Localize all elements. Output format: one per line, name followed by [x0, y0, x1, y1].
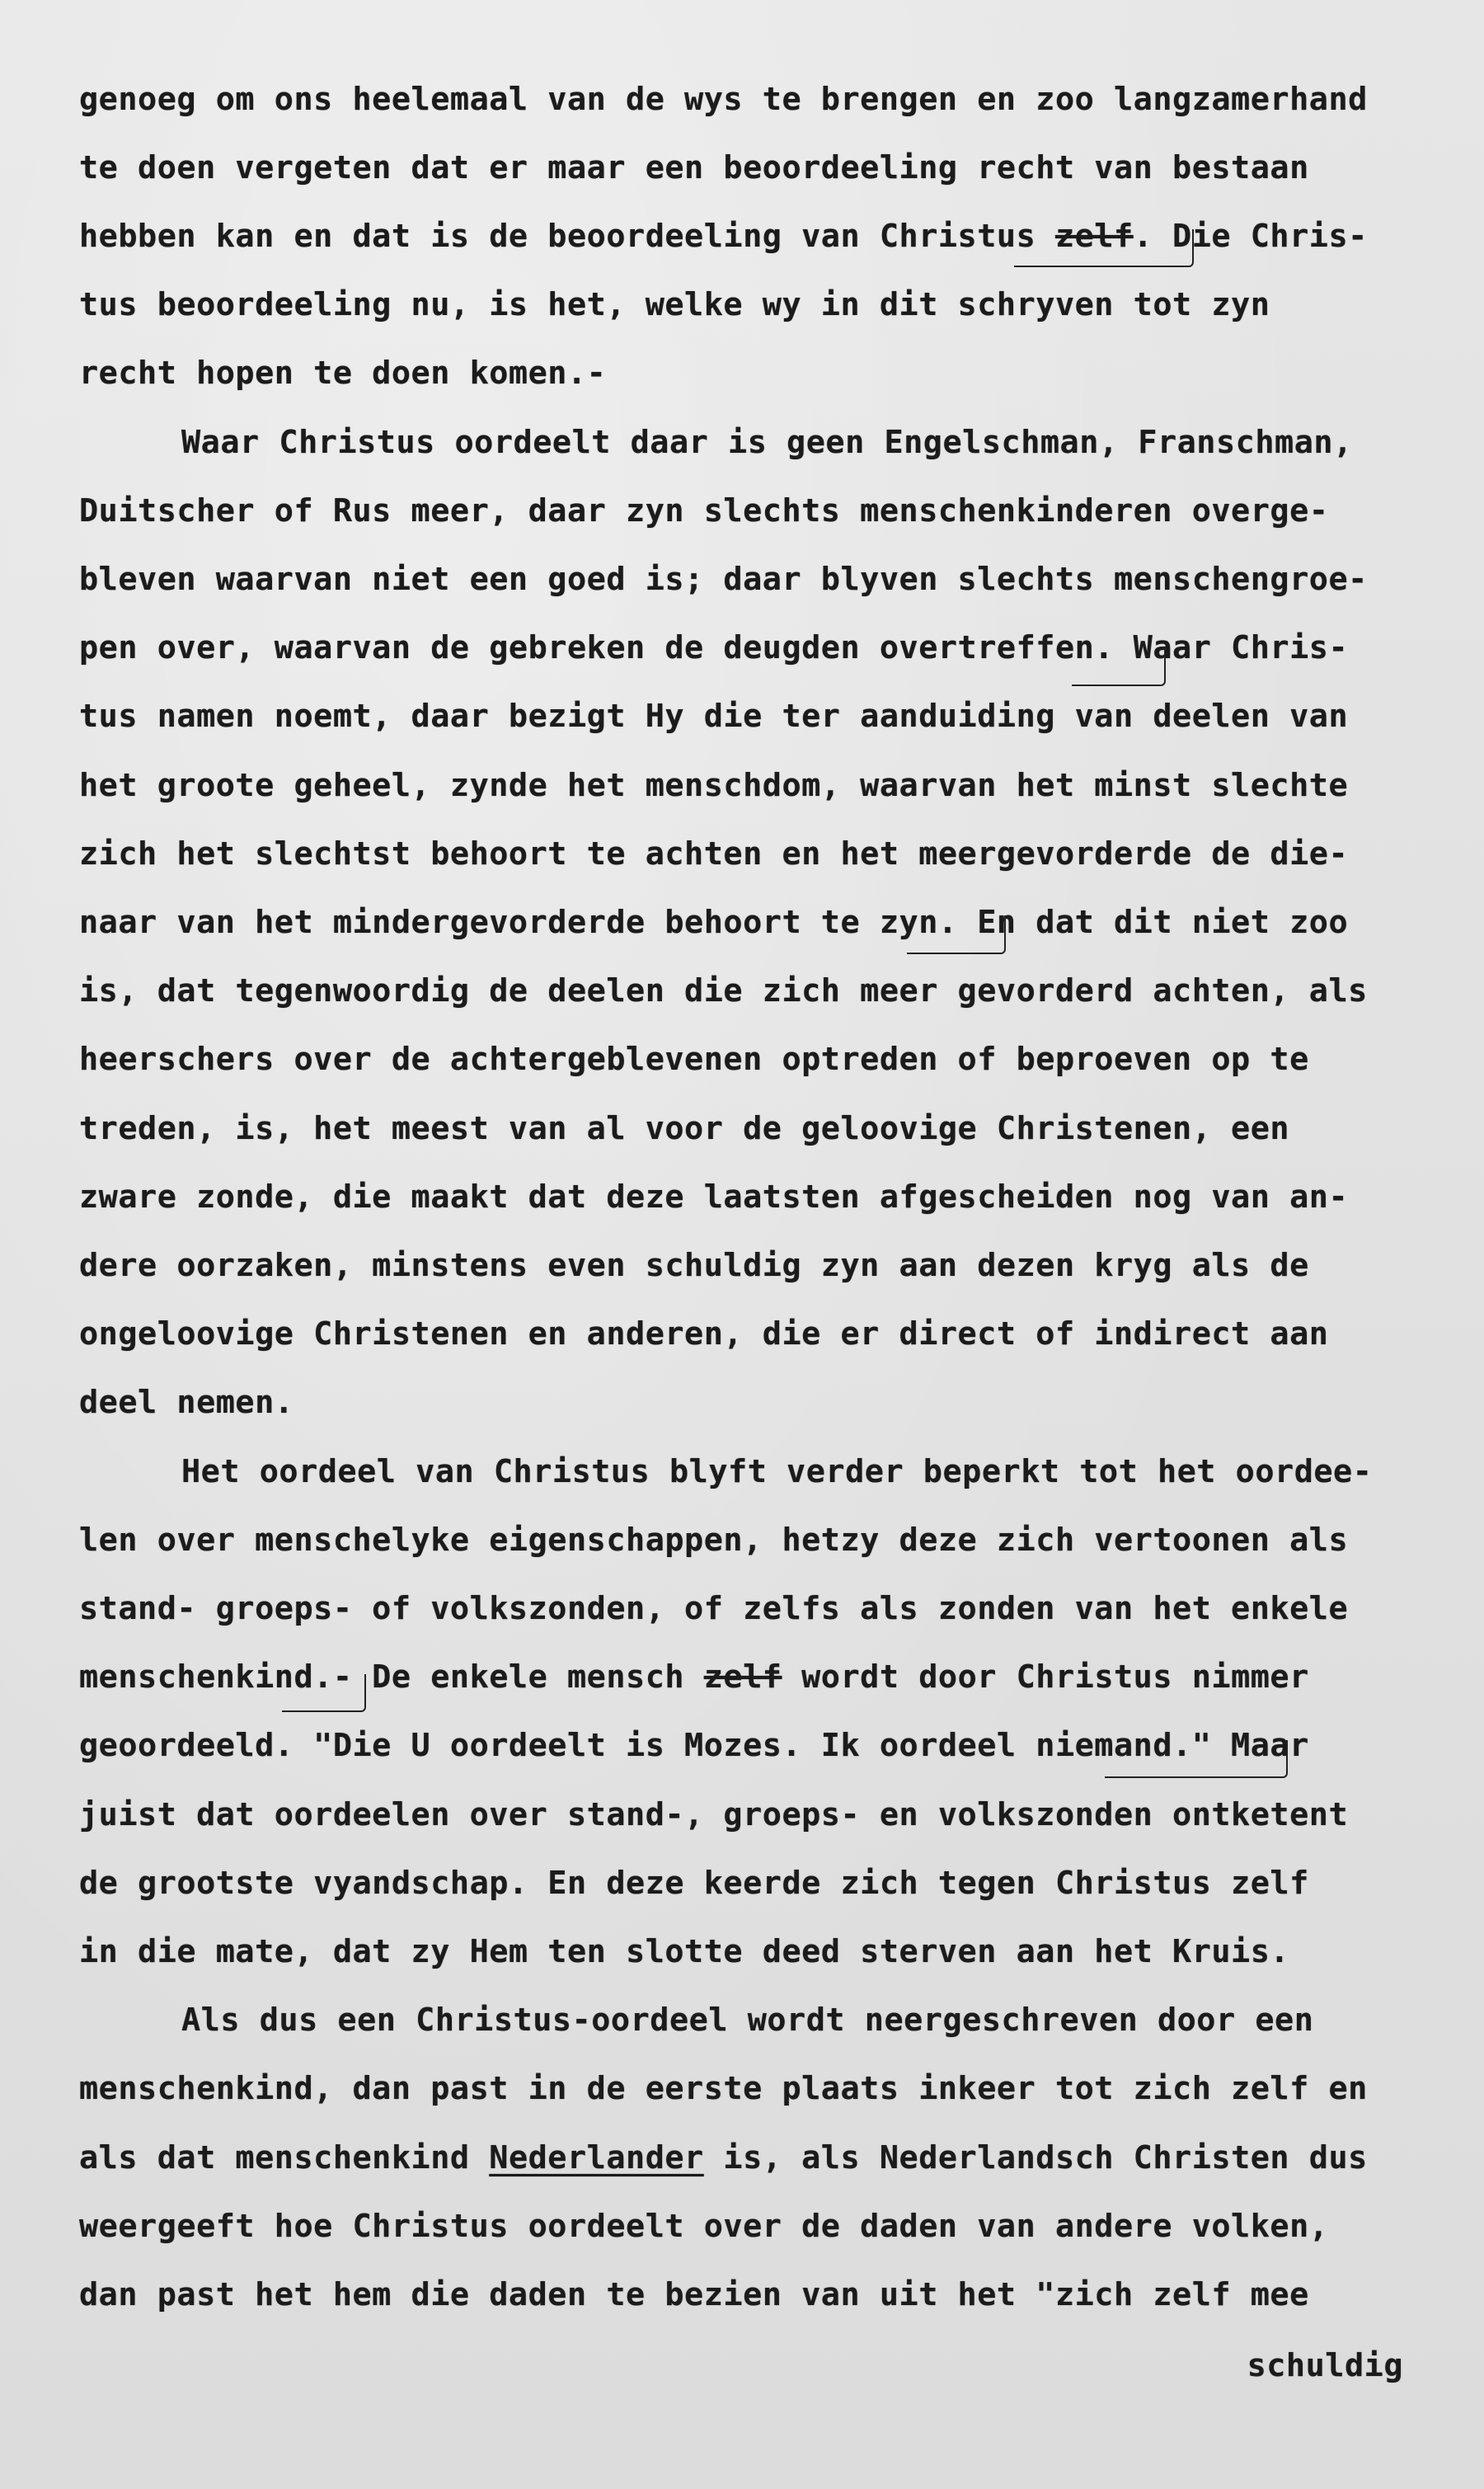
paragraph-mark [907, 915, 1006, 954]
text-line: recht hopen te doen komen.- [79, 355, 607, 392]
paragraph-mark [1014, 229, 1194, 267]
paragraph-mark [1072, 647, 1166, 686]
text-line: hebben kan en dat is de beoordeeling van Christus zelf. Die Chris- [79, 218, 1368, 255]
text-line: menschenkind.- De enkele mensch zelf wordt door Christus nimmer [79, 1659, 1309, 1696]
text-line: tus namen noemt, daar bezigt Hy die ter aanduiding van deelen van [79, 698, 1349, 735]
text-line: len over menschelyke eigenschappen, hetzy deze zich vertoonen als [79, 1522, 1349, 1559]
text-line: bleven waarvan niet een goed is; daar blyven slechts menschengroe- [79, 561, 1368, 598]
text-line: genoeg om ons heelemaal van de wys te brengen en zoo langzamerhand [79, 81, 1368, 118]
text-line: in die mate, dat zy Hem ten slotte deed sterven aan het Kruis. [79, 1933, 1290, 1970]
text-line: is, dat tegenwoordig de deelen die zich meer gevorderd achten, als [79, 972, 1368, 1009]
catchword: schuldig [1247, 2347, 1403, 2384]
text-line: deel nemen. [79, 1384, 294, 1421]
text-line: geoordeeld. "Die U oordeelt is Mozes. Ik oordeel niemand." Maar [79, 1727, 1309, 1764]
text-line: stand- groeps- of volkszonden, of zelfs als zonden van het enkele [79, 1590, 1349, 1627]
struck-word: zelf [1054, 218, 1134, 255]
text-line: Het oordeel van Christus blyft verder beperkt tot het oordee- [181, 1453, 1373, 1490]
text-line: juist dat oordeelen over stand-, groeps- en volkszonden ontketent [79, 1796, 1349, 1833]
text-line: de grootste vyandschap. En deze keerde zich tegen Christus zelf [79, 1865, 1309, 1902]
text-line: te doen vergeten dat er maar een beoordeeling recht van bestaan [79, 149, 1309, 186]
text-line: Als dus een Christus-oordeel wordt neergeschreven door een [181, 2002, 1314, 2039]
text-line: pen over, waarvan de gebreken de deugden overtreffen. Waar Chris- [79, 629, 1349, 666]
text-line: naar van het mindergevorderde behoort te zyn. En dat dit niet zoo [79, 904, 1349, 941]
paragraph-mark [1105, 1740, 1288, 1778]
text-line: heerschers over de achtergeblevenen optreden of beproeven op te [79, 1041, 1309, 1078]
text-line: zware zonde, die maakt dat deze laatsten afgescheiden nog van an- [79, 1179, 1349, 1216]
text-line: ongeloovige Christenen en anderen, die er direct of indirect aan [79, 1315, 1329, 1353]
text-line: als dat menschenkind Nederlander is, als Nederlandsch Christen dus [79, 2139, 1368, 2176]
text-line: treden, is, het meest van al voor de geloovige Christenen, een [79, 1110, 1290, 1147]
text-line: tus beoordeeling nu, is het, welke wy in dit schryven tot zyn [79, 286, 1270, 323]
text-line: dan past het hem die daden te bezien van uit het "zich zelf mee [79, 2276, 1309, 2313]
text-line: zich het slechtst behoort te achten en het meergevorderde de die- [79, 835, 1349, 873]
text-line: het groote geheel, zynde het menschdom, waarvan het minst slechte [79, 767, 1349, 804]
text-line: dere oorzaken, minstens even schuldig zyn aan dezen kryg als de [79, 1247, 1309, 1284]
text-line: Duitscher of Rus meer, daar zyn slechts menschenkinderen overge- [79, 492, 1329, 529]
text-line: menschenkind, dan past in de eerste plaats inkeer tot zich zelf en [79, 2070, 1368, 2107]
text-line: Waar Christus oordeelt daar is geen Engelschman, Franschman, [181, 424, 1353, 461]
text-line: weergeeft hoe Christus oordeelt over de daden van andere volken, [79, 2208, 1329, 2245]
paragraph-mark [282, 1674, 366, 1712]
struck-word: zelf [703, 1659, 782, 1696]
underlined-word: Nederlander [489, 2139, 704, 2176]
